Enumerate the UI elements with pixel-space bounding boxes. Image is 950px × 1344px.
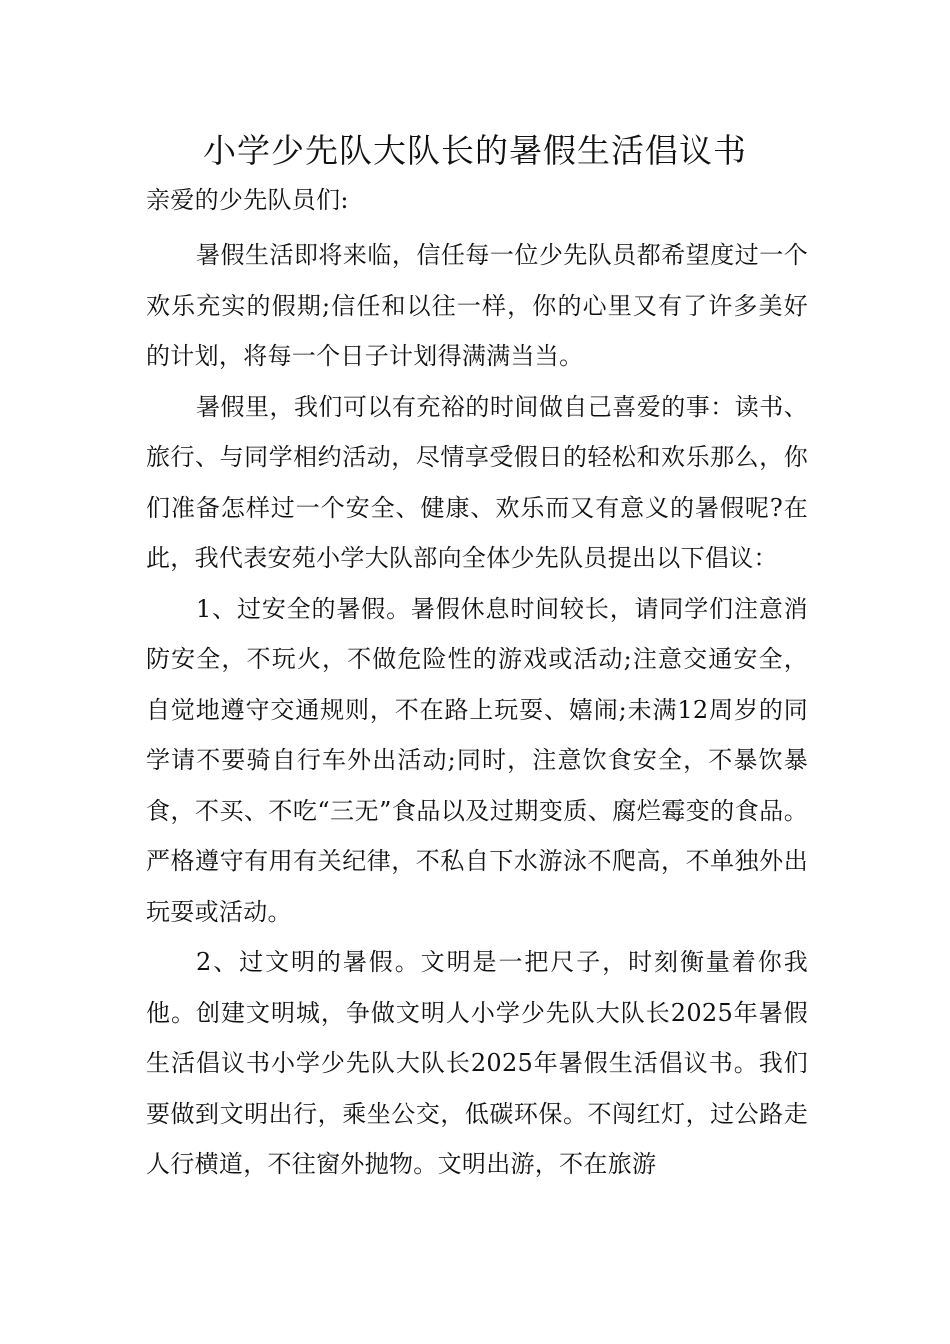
paragraph-civility: 2、过文明的暑假。文明是一把尺子，时刻衡量着你我他。创建文明城，争做文明人小学少先队大队长2025年暑假生活倡议书小学少先队大队长2025年暑假生活倡议书。我们要做到文明出行，乘坐公交，低碳环保。不闯红灯，过公路走人行横道，不往窗外抛物。文明出游，不在旅游 xyxy=(146,948,808,1178)
greeting-line: 亲爱的少先队员们: xyxy=(146,186,349,214)
paragraph-summer-plans: 暑假里，我们可以有充裕的时间做自己喜爱的事：读书、旅行、与同学相约活动，尽情享受假日的轻松和欢乐那么，你们准备怎样过一个安全、健康、欢乐而又有意义的暑假呢?在此，我代表安苑小学大队部向全体少先队员提出以下倡议： xyxy=(146,392,808,572)
paragraph-safety: 1、过安全的暑假。暑假休息时间较长，请同学们注意消防安全，不玩火，不做危险性的游戏或活动;注意交通安全，自觉地遵守交通规则，不在路上玩耍、嬉闹;未满12周岁的同学请不要骑自行车外出活动;同时，注意饮食安全，不暴饮暴食，不买、不吃“三无”食品以及过期变质、腐烂霉变的食品。严格遵守有用有关纪律，不私自下水游泳不爬高，不单独外出玩耍或活动。 xyxy=(146,594,808,926)
paragraph-intro: 暑假生活即将来临，信任每一位少先队员都希望度过一个欢乐充实的假期;信任和以往一样，你的心里又有了许多美好的计划，将每一个日子计划得满满当当。 xyxy=(146,241,808,370)
document-body xyxy=(146,176,808,1190)
document-title: 小学少先队大队长的暑假生活倡议书 xyxy=(203,131,747,170)
